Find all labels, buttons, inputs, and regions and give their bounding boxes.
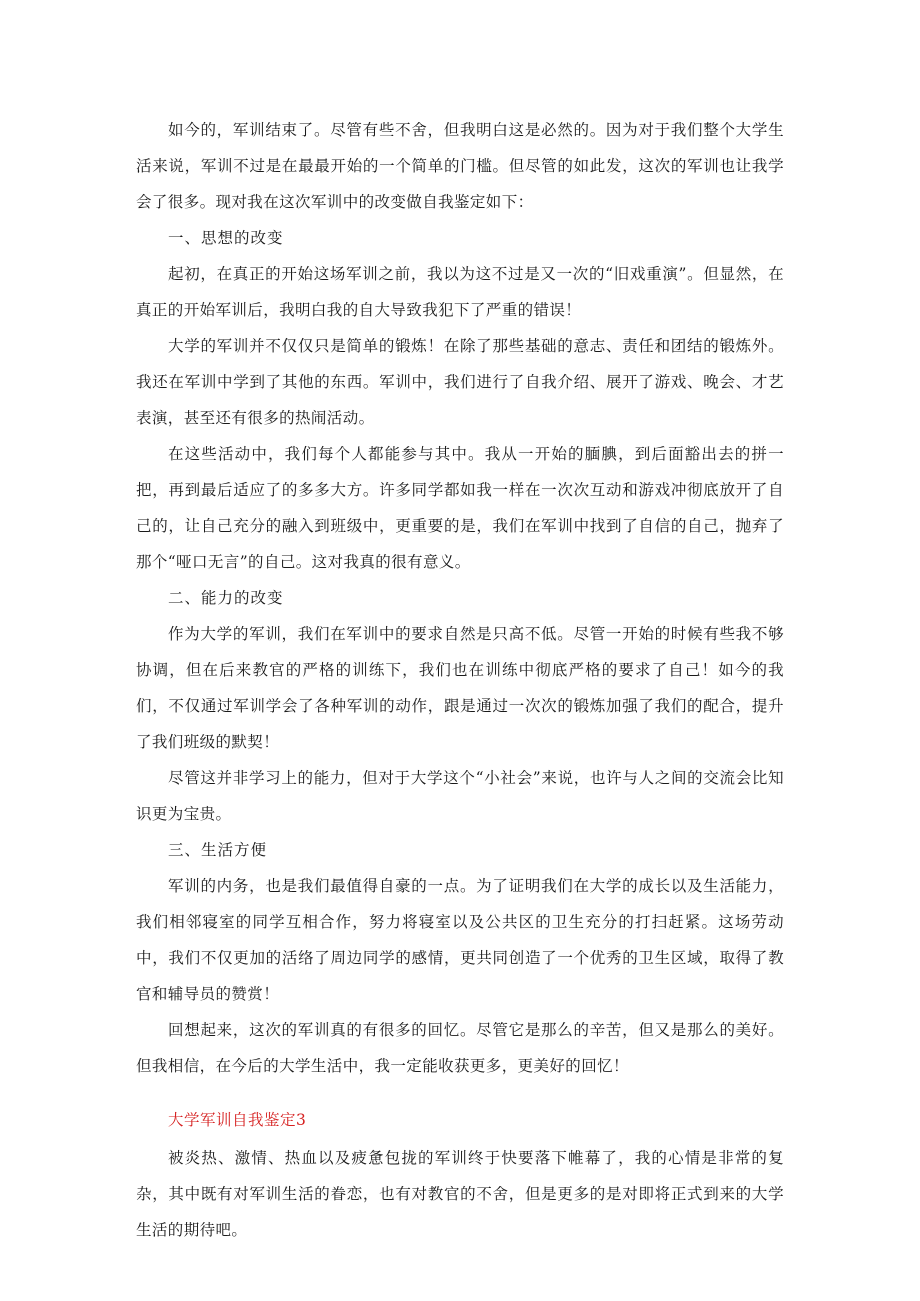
paragraph-life-1: 军训的内务，也是我们最值得自豪的一点。为了证明我们在大学的成长以及生活能力，我们相邻寝室的同学互相合作，努力将寝室以及公共区的卫生充分的打扫赶紧。这场劳动中，我们不仅更加的活络了周边同学的感情，更共同创造了一个优秀的卫生区域，取得了教官和辅导员的赞赏！ <box>136 877 784 1003</box>
paragraph-thought-3: 在这些活动中，我们每个人都能参与其中。我从一开始的腼腆，到后面豁出去的拼一把，再到最后适应了的多多大方。许多同学都如我一样在一次次互动和游戏冲彻底放开了自己的，让自己充分的融入到班级中，更重要的是，我们在军训中找到了自信的自己，抛弃了那个“哑口无言”的自己。这对我真的很有意义。 <box>136 445 784 571</box>
intro-paragraph: 如今的，军训结束了。尽管有些不舍，但我明白这是必然的。因为对于我们整个大学生活来说，军训不过是在最最开始的一个简单的门槛。但尽管的如此发，这次的军训也让我学会了很多。现对我在这次军训中的改变做自我鉴定如下： <box>136 121 784 211</box>
section-title: 大学军训自我鉴定3 <box>168 1111 307 1129</box>
heading-thought-change: 一、思想的改变 <box>168 229 284 247</box>
heading-ability-change: 二、能力的改变 <box>168 589 284 607</box>
paragraph-ability-1: 作为大学的军训，我们在军训中的要求自然是只高不低。尽管一开始的时候有些我不够协调，但在后来教官的严格的训练下，我们也在训练中彻底严格的要求了自己！如今的我们，不仅通过军训学会了各种军训的动作，跟是通过一次次的锻炼加强了我们的配合，提升了我们班级的默契！ <box>136 625 784 751</box>
section-paragraph: 被炎热、激情、热血以及疲惫包拢的军训终于快要落下帷幕了，我的心情是非常的复杂，其中既有对军训生活的眷恋，也有对教官的不舍，但是更多的是对即将正式到来的大学生活的期待吧。 <box>136 1149 784 1239</box>
document-page <box>136 112 784 1248</box>
paragraph-ability-2: 尽管这并非学习上的能力，但对于大学这个“小社会”来说，也许与人之间的交流会比知识更为宝贵。 <box>136 769 784 823</box>
paragraph-thought-1: 起初，在真正的开始这场军训之前，我以为这不过是又一次的“旧戏重演”。但显然，在真正的开始军训后，我明白我的自大导致我犯下了严重的错误！ <box>136 265 784 319</box>
paragraph-life-2: 回想起来，这次的军训真的有很多的回忆。尽管它是那么的辛苦，但又是那么的美好。但我相信，在今后的大学生活中，我一定能收获更多，更美好的回忆！ <box>136 1021 784 1075</box>
heading-life: 三、生活方便 <box>168 841 268 859</box>
paragraph-thought-2: 大学的军训并不仅仅只是简单的锻炼！在除了那些基础的意志、责任和团结的锻炼外。我还在军训中学到了其他的东西。军训中，我们进行了自我介绍、展开了游戏、晚会、才艺表演，甚至还有很多的热闹活动。 <box>136 337 784 427</box>
